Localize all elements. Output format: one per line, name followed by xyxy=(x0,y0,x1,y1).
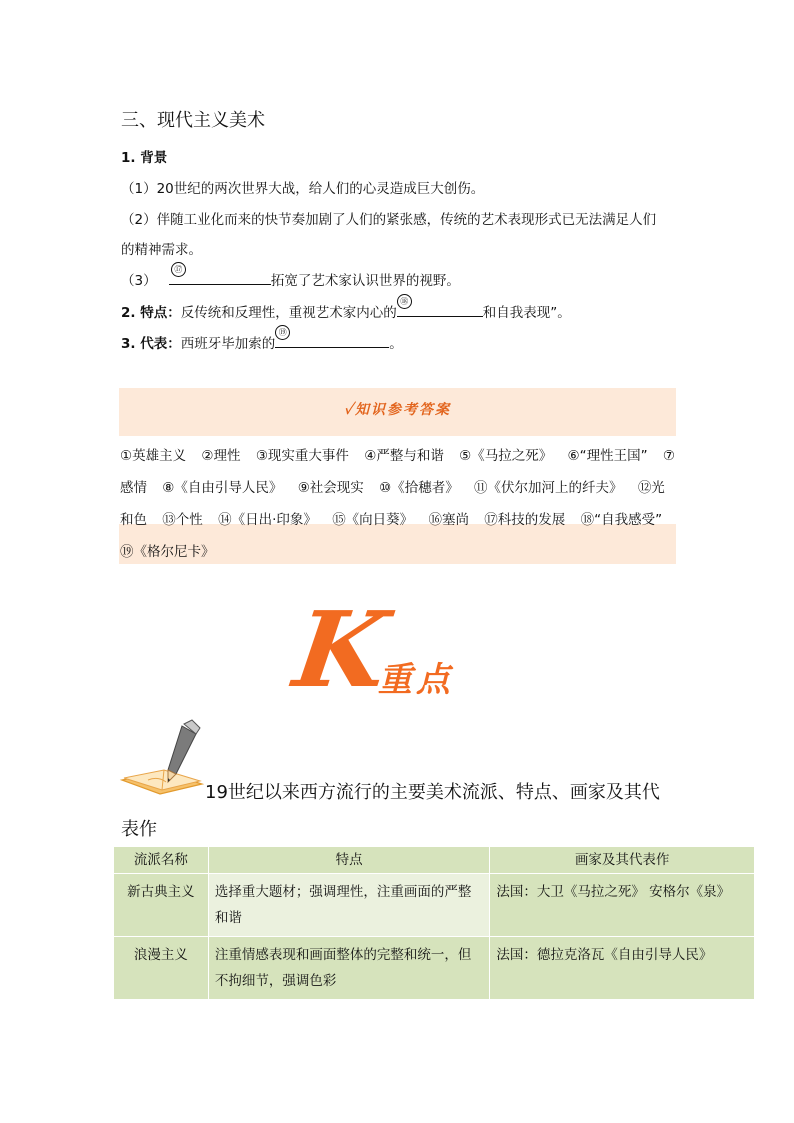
fill-blank-18 xyxy=(397,297,483,317)
key-heading-line-1: 19世纪以来西方流行的主要美术流派、特点、画家及其代 xyxy=(205,782,660,803)
answer-item: ②理性 xyxy=(201,448,241,464)
answer-item: ⑩《拾穗者》 xyxy=(379,480,459,496)
table-row xyxy=(114,874,755,937)
header-features: 特点 xyxy=(208,847,490,874)
fill-blank-17 xyxy=(169,265,271,285)
answer-item: ④严整与和谐 xyxy=(364,448,444,464)
answer-item: ⑱“自我感受” xyxy=(580,512,663,528)
school-features: 选择重大题材；强调理性，注重画面的严整和谐 xyxy=(208,874,490,937)
school-features: 注重情感表现和画面整体的完整和统一，但不拘细节，强调色彩 xyxy=(208,937,490,1000)
representative-line xyxy=(121,328,403,352)
answer-item: ⑦感情 xyxy=(120,448,676,496)
background-item-1: （1）20世纪的两次世界大战，给人们的心灵造成巨大创伤。 xyxy=(121,181,485,197)
answer-item: ⑬个性 xyxy=(162,512,203,528)
item-3-suffix: 拓宽了艺术家认识世界的视野。 xyxy=(270,273,460,289)
answer-item: ⑮《向日葵》 xyxy=(332,512,414,528)
header-artists-works: 画家及其代表作 xyxy=(490,847,755,874)
features-text-a: 反传统和反理性，重视艺术家内心的 xyxy=(180,305,397,321)
answer-list xyxy=(120,440,676,568)
table-row xyxy=(114,937,755,1000)
answer-item: ⑨社会现实 xyxy=(297,480,364,496)
item-3-prefix: （3） xyxy=(121,273,157,289)
answer-item: ⑭《日出·印象》 xyxy=(218,512,317,528)
representative-text-a: 西班牙毕加索的 xyxy=(180,336,276,352)
answer-item: ③现实重大事件 xyxy=(255,448,349,464)
circled-number: ⑰ xyxy=(171,262,186,277)
school-artists: 法国：大卫《马拉之死》 安格尔《泉》 xyxy=(490,874,755,937)
pencil-notebook-icon xyxy=(118,718,214,798)
answer-item: ①英雄主义 xyxy=(120,448,187,464)
background-heading: 1. 背景 xyxy=(121,150,168,166)
art-schools-table xyxy=(113,846,755,1000)
fill-blank-19 xyxy=(275,328,389,348)
section-title: 三、现代主义美术 xyxy=(121,110,265,131)
answer-item: ⑲《格尔尼卡》 xyxy=(120,544,215,560)
key-heading-line-2: 表作 xyxy=(121,819,157,840)
answer-item: ⑰科技的发展 xyxy=(484,512,566,528)
representative-text-b: 。 xyxy=(389,336,403,352)
answer-box-title: ✓知识参考答案 xyxy=(343,402,452,418)
features-text-b: 和自我表现”。 xyxy=(482,305,571,321)
answer-item: ⑫光和色 xyxy=(120,480,665,528)
table-header-row xyxy=(114,847,755,874)
circled-number: ⑱ xyxy=(397,294,412,309)
background-item-2-line-1: （2）伴随工业化而来的快节奏加剧了人们的紧张感，传统的艺术表现形式已无法满足人们 xyxy=(121,212,657,228)
school-artists: 法国：德拉克洛瓦《自由引导人民》 xyxy=(490,937,755,1000)
features-line xyxy=(121,297,571,321)
header-school-name: 流派名称 xyxy=(114,847,209,874)
answer-item: ⑪《伏尔加河上的纤夫》 xyxy=(474,480,623,496)
background-item-2-line-2: 的精神需求。 xyxy=(121,242,202,258)
answer-item: ⑯塞尚 xyxy=(428,512,469,528)
answer-item: ⑥“理性王国” xyxy=(567,448,648,464)
features-heading: 2. 特点： xyxy=(121,305,181,321)
answer-item: ⑧《自由引导人民》 xyxy=(162,480,283,496)
representative-heading: 3. 代表： xyxy=(121,336,181,352)
school-name: 浪漫主义 xyxy=(114,937,209,1000)
banner-k-letter: K xyxy=(287,588,396,711)
school-name: 新古典主义 xyxy=(114,874,209,937)
background-item-3 xyxy=(121,265,460,289)
banner-key-points-text: 重点 xyxy=(378,660,454,700)
answer-item: ⑤《马拉之死》 xyxy=(459,448,553,464)
circled-number: ⑲ xyxy=(275,325,290,340)
